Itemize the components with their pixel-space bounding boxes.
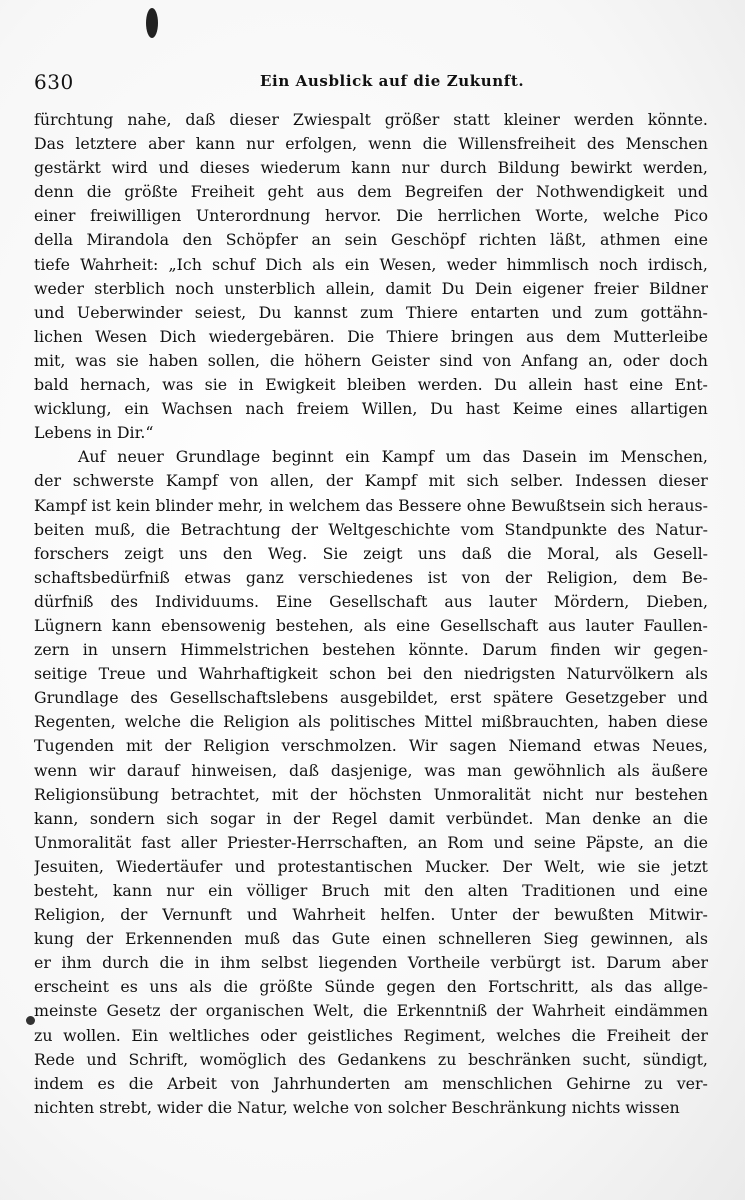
text-line: zu wollen. Ein weltliches oder geistliches Regiment, welches die Freiheit der xyxy=(34,1025,708,1045)
text-line: besteht, kann nur ein völliger Bruch mit den alten Traditionen und eine xyxy=(34,881,708,900)
text-line: della Mirandola den Schöpfer an sein Geschöpf richten läßt, athmen eine xyxy=(34,230,708,250)
text-line: bald hernach, was sie in Ewigkeit bleiben werden. Du allein hast eine Ent- xyxy=(34,375,708,395)
text-line: Rede und Schrift, womöglich des Gedankens zu beschränken sucht, sündigt, xyxy=(34,1049,708,1069)
text-line: Unmoralität fast aller Priester-Herrschaften, an Rom und seine Päpste, an die xyxy=(34,832,708,852)
text-line: dürfniß des Individuums. Eine Gesellschaft aus lauter Mördern, Dieben, xyxy=(34,591,708,611)
text-line: zern in unsern Himmelstrichen bestehen könnte. Darum finden wir gegen- xyxy=(34,640,708,660)
text-line: Das letztere aber kann nur erfolgen, wenn die Willensfreiheit des Menschen xyxy=(34,134,708,154)
text-line: und Ueberwinder seiest, Du kannst zum Thiere entarten und zum gottähn- xyxy=(34,302,708,322)
text-line: erscheint es uns als die größte Sünde gegen den Fortschritt, als das allge- xyxy=(34,977,708,997)
ink-blot-mark xyxy=(146,8,158,38)
text-line: Grundlage des Gesellschaftslebens ausgebildet, erst spätere Gesetzgeber und xyxy=(34,688,708,708)
text-line: seitige Treue und Wahrhaftigkeit schon bei den niedrigsten Naturvölkern als xyxy=(34,664,708,684)
text-line: einer freiwilligen Unterordnung hervor. Die herrlichen Worte, welche Pico xyxy=(34,206,708,226)
text-line: beiten muß, die Betrachtung der Weltgeschichte vom Standpunkte des Natur- xyxy=(34,519,708,539)
text-line: schaftsbedürfniß etwas ganz verschiedenes ist von der Religion, dem Be- xyxy=(34,567,708,587)
text-line: Jesuiten, Wiedertäufer und protestantischen Mucker. Der Welt, wie sie jetzt xyxy=(34,856,708,876)
running-head: Ein Ausblick auf die Zukunft. xyxy=(260,72,525,90)
text-line: gestärkt wird und dieses wiederum kann nur durch Bildung bewirkt werden, xyxy=(34,158,708,178)
text-line: kung der Erkennenden muß das Gute einen schnelleren Sieg gewinnen, als xyxy=(34,929,708,949)
text-line: indem es die Arbeit von Jahrhunderten am menschlichen Gehirne zu ver- xyxy=(34,1073,708,1093)
page-header xyxy=(34,70,704,98)
text-line: forschers zeigt uns den Weg. Sie zeigt uns daß die Moral, als Gesell- xyxy=(34,543,708,563)
text-line: Regenten, welche die Religion als politisches Mittel mißbrauchten, haben diese xyxy=(34,712,708,732)
paragraph xyxy=(34,445,708,1120)
text-line: Religionsübung betrachtet, mit der höchsten Unmoralität nicht nur bestehen xyxy=(34,784,708,804)
text-line: lichen Wesen Dich wiedergebären. Die Thiere bringen aus dem Mutterleibe xyxy=(34,326,708,346)
text-line: er ihm durch die in ihm selbst liegenden Vortheile verbürgt ist. Darum aber xyxy=(34,953,708,973)
text-line: fürchtung nahe, daß dieser Zwiespalt größer statt kleiner werden könnte. xyxy=(34,110,708,129)
text-line: wicklung, ein Wachsen nach freiem Willen, Du hast Keime eines allartigen xyxy=(34,399,708,419)
page-number: 630 xyxy=(34,70,74,94)
body-text xyxy=(34,108,708,1120)
text-line: wenn wir darauf hinweisen, daß dasjenige, was man gewöhnlich als äußere xyxy=(34,760,708,780)
text-line: der schwerste Kampf von allen, der Kampf mit sich selber. Indessen dieser xyxy=(34,471,708,491)
text-line: tiefe Wahrheit: „Ich schuf Dich als ein Wesen, weder himmlisch noch irdisch, xyxy=(34,254,708,274)
text-line: kann, sondern sich sogar in der Regel damit verbündet. Man denke an die xyxy=(34,808,708,828)
text-line: Lügnern kann ebensowenig bestehen, als eine Gesellschaft aus lauter Faullen- xyxy=(34,615,708,635)
text-line: Kampf ist kein blinder mehr, in welchem das Bessere ohne Bewußtsein sich heraus- xyxy=(34,495,708,515)
text-line: Religion, der Vernunft und Wahrheit helfen. Unter der bewußten Mitwir- xyxy=(34,905,708,925)
text-line: meinste Gesetz der organischen Welt, die Erkenntniß der Wahrheit eindämmen xyxy=(34,1001,708,1021)
text-line: denn die größte Freiheit geht aus dem Begreifen der Nothwendigkeit und xyxy=(34,182,708,202)
text-line: nichten strebt, wider die Natur, welche von solcher Beschränkung nichts wissen xyxy=(34,1097,680,1117)
text-line: mit, was sie haben sollen, die höhern Geister sind von Anfang an, oder doch xyxy=(34,350,708,370)
text-line: Lebens in Dir.“ xyxy=(34,423,154,443)
paragraph xyxy=(34,108,708,445)
text-line: weder sterblich noch unsterblich allein, damit Du Dein eigener freier Bildner xyxy=(34,278,708,298)
text-line: Tugenden mit der Religion verschmolzen. Wir sagen Niemand etwas Neues, xyxy=(34,736,708,756)
text-line: Auf neuer Grundlage beginnt ein Kampf um das Dasein im Menschen, xyxy=(78,447,708,467)
